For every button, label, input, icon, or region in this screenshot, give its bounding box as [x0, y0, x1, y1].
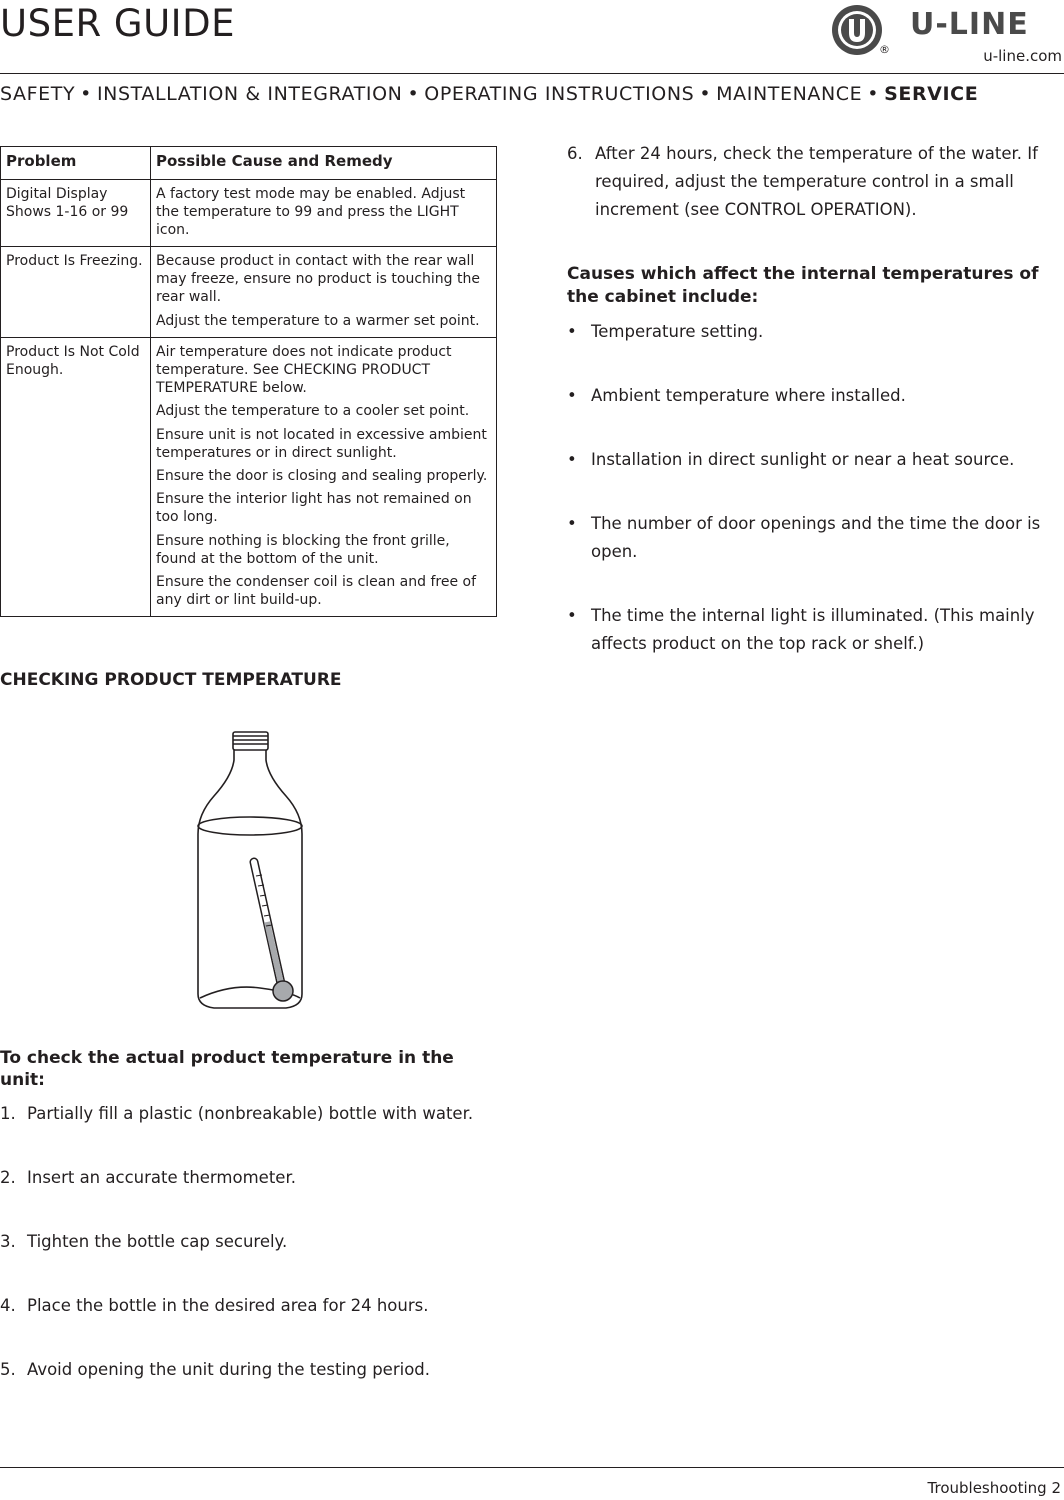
remedy-text: Ensure the door is closing and sealing properly. — [156, 467, 488, 484]
list-item — [0, 1100, 497, 1164]
registered-mark: ® — [879, 43, 890, 56]
cause-text: Ambient temperature where installed. — [591, 386, 906, 405]
nav-item-safety[interactable]: SAFETY — [0, 83, 76, 105]
nav-separator: • — [867, 83, 880, 105]
brand-wordmark: U-LINE — [910, 7, 1029, 42]
cause-text: Temperature setting. — [591, 322, 764, 341]
bullet-icon: • — [567, 514, 577, 533]
cause-text: The number of door openings and the time the door is open. — [591, 514, 1041, 561]
right-column — [567, 140, 1061, 224]
step-number: 1. — [0, 1104, 16, 1123]
list-item — [567, 140, 1061, 224]
nav-item-operating[interactable]: OPERATING INSTRUCTIONS — [424, 83, 695, 105]
remedy-text: Adjust the temperature to a warmer set point. — [156, 312, 480, 329]
step-text: Avoid opening the unit during the testing period. — [27, 1360, 431, 1379]
nav-separator: • — [407, 83, 420, 105]
causes-list — [567, 318, 1061, 694]
bullet-icon: • — [567, 450, 577, 469]
column-header-remedy: Possible Cause and Remedy — [151, 147, 497, 180]
brand-url[interactable]: u-line.com — [983, 47, 1062, 65]
check-steps-list — [0, 1100, 497, 1420]
remedy-text: Because product in contact with the rear wall may freeze, ensure no product is touching the rear wall. — [156, 253, 480, 306]
step-number: 3. — [0, 1232, 16, 1251]
table-row — [1, 179, 497, 247]
step-number: 5. — [0, 1360, 16, 1379]
problem-cell: Digital Display Shows 1-16 or 99 — [1, 179, 151, 247]
bullet-icon: • — [567, 386, 577, 405]
page-title: USER GUIDE — [0, 2, 235, 45]
step-text: Partially fill a plastic (nonbreakable) bottle with water. — [27, 1104, 474, 1123]
page-footer: Troubleshooting 2 — [927, 1479, 1061, 1497]
list-item — [0, 1228, 497, 1292]
remedy-cell — [151, 337, 497, 616]
step-text: Insert an accurate thermometer. — [27, 1168, 296, 1187]
step-number: 6. — [567, 144, 583, 163]
list-item — [0, 1164, 497, 1228]
list-item — [567, 382, 1061, 410]
nav-item-maintenance[interactable]: MAINTENANCE — [716, 83, 863, 105]
cause-text: Installation in direct sunlight or near a heat source. — [591, 450, 1015, 469]
table-row — [1, 337, 497, 616]
step-number: 4. — [0, 1296, 16, 1315]
nav-separator: • — [80, 83, 92, 105]
check-procedure-heading: To check the actual product temperature in the unit: — [0, 1048, 454, 1091]
u-line-emblem-icon — [830, 3, 884, 57]
problem-cell: Product Is Not Cold Enough. — [1, 337, 151, 616]
nav-item-service[interactable]: SERVICE — [884, 83, 979, 105]
list-item — [567, 602, 1061, 658]
nav-separator: • — [699, 83, 712, 105]
remedy-text: A factory test mode may be enabled. Adjust the temperature to 99 and press the LIGHT icon. — [156, 185, 466, 238]
bullet-icon: • — [567, 322, 577, 341]
problem-cell: Product Is Freezing. — [1, 247, 151, 338]
cause-text: The time the internal light is illuminated. (This mainly affects product on the top rack or shelf.) — [591, 606, 1035, 653]
remedy-text: Ensure the condenser coil is clean and free of any dirt or lint build-up. — [156, 573, 477, 609]
list-item — [567, 318, 1061, 346]
remedy-text: Adjust the temperature to a cooler set point. — [156, 403, 470, 420]
list-item — [567, 446, 1061, 474]
section-heading-checking: CHECKING PRODUCT TEMPERATURE — [0, 670, 342, 690]
remedy-text: Air temperature does not indicate product temperature. See CHECKING PRODUCT TEMPERATURE below. — [156, 343, 452, 397]
column-header-problem: Problem — [1, 147, 151, 180]
list-item — [0, 1292, 497, 1356]
remedy-cell — [151, 247, 497, 338]
troubleshooting-table — [0, 146, 497, 617]
nav-item-installation[interactable]: INSTALLATION & INTEGRATION — [96, 83, 403, 105]
section-nav — [0, 83, 1064, 105]
footer-divider — [0, 1467, 1064, 1468]
step-number: 2. — [0, 1168, 16, 1187]
step-text: Place the bottle in the desired area for 24 hours. — [27, 1296, 429, 1315]
remedy-text: Ensure the interior light has not remained on too long. — [156, 491, 472, 526]
bullet-icon: • — [567, 606, 577, 625]
thermometer-icon — [254, 862, 293, 1001]
remedy-text: Ensure unit is not located in excessive ambient temperatures or in direct sunlight. — [156, 426, 487, 461]
list-item — [567, 510, 1061, 566]
step-text: Tighten the bottle cap securely. — [27, 1232, 288, 1251]
remedy-cell — [151, 179, 497, 247]
list-item — [0, 1356, 497, 1420]
remedy-text: Ensure nothing is blocking the front grille, found at the bottom of the unit. — [156, 532, 450, 567]
causes-heading: Causes which affect the internal temperatures of the cabinet include: — [567, 264, 1039, 307]
brand-logo — [830, 3, 1062, 69]
step-text: After 24 hours, check the temperature of the water. If required, adjust the temperature control in a small increment (see CONTROL OPERATION). — [595, 144, 1038, 219]
header-divider — [0, 73, 1064, 74]
bottle-thermometer-illustration — [190, 726, 310, 1016]
table-row — [1, 247, 497, 338]
table-header-row — [1, 147, 497, 180]
